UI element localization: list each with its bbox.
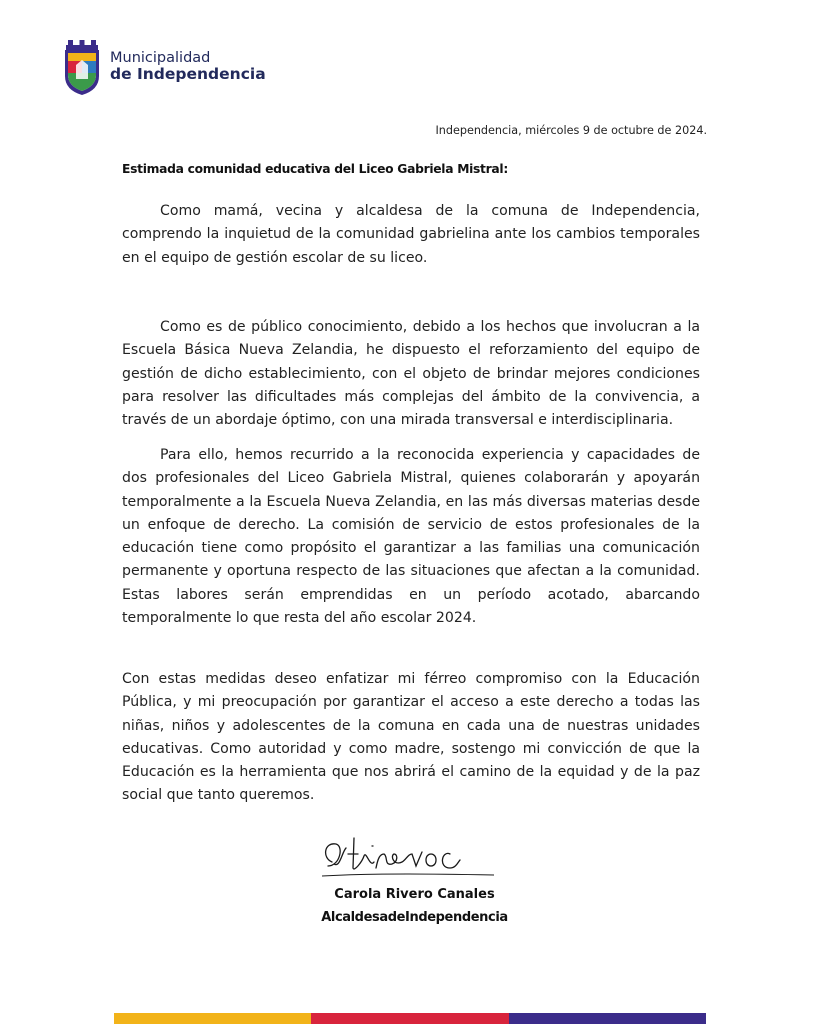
- brand-name: [110, 50, 266, 84]
- signer-name: Carola Rivero Canales: [334, 887, 495, 902]
- paragraph-1: Como mamá, vecina y alcaldesa de la comuna de Independencia, comprendo la inquietud de la comunidad gabrielina ante los cambios temporales en el equipo de gestión escolar de su liceo.: [122, 203, 700, 266]
- brand-line-2: de Independencia: [110, 65, 266, 84]
- municipal-crest-icon: [62, 38, 102, 96]
- letterhead: [62, 38, 266, 96]
- date-line: Independencia, miércoles 9 de octubre de 2024.: [435, 124, 707, 137]
- brand-line-1: Municipalidad: [110, 50, 211, 67]
- footer-bar-red: [311, 1013, 508, 1024]
- paragraph-4: Con estas medidas deseo enfatizar mi férreo compromiso con la Educación Pública, y mi preocupación por garantizar el acceso a este derecho a todas las niñas, niños y adolescentes de la comuna en cada una de nuestras unidades educativas. Como autoridad y como madre, sostengo mi convicción de que la Educación es la herramienta que nos abrirá el camino de la equidad y de la paz social que tanto queremos.: [122, 671, 700, 804]
- footer-bar-purple: [509, 1013, 706, 1024]
- greeting: Estimada comunidad educativa del Liceo Gabriela Mistral:: [122, 162, 508, 176]
- handwritten-signature: [318, 832, 502, 880]
- signer-title: AlcaldesadeIndependencia: [321, 910, 508, 925]
- paragraph-3: Para ello, hemos recurrido a la reconocida experiencia y capacidades de dos profesionales del Liceo Gabriela Mistral, quienes colaborarán y apoyarán temporalmente a la Escuela Nueva Zelandia, en las más diversas materias desde un enfoque de derecho. La comisión de servicio de estos profesionales de la educación tiene como propósito el garantizar a las familias una comunicación permanente y oportuna respecto de las situaciones que afectan a la comunidad. Estas labores serán emprendidas en un período acotado, abarcando temporalmente lo que resta del año escolar 2024.: [122, 447, 700, 627]
- paragraph-2: Como es de público conocimiento, debido a los hechos que involucran a la Escuela Básica Nueva Zelandia, he dispuesto el reforzamiento del equipo de gestión de dicho establecimiento, con el objeto de brindar mejores condiciones para resolver las dificultades más complejas del ámbito de la convivencia, a través de un abordaje óptimo, con una mirada transversal e interdisciplinaria.: [122, 319, 700, 429]
- footer-color-bar: [114, 1013, 706, 1024]
- footer-bar-yellow: [114, 1013, 311, 1024]
